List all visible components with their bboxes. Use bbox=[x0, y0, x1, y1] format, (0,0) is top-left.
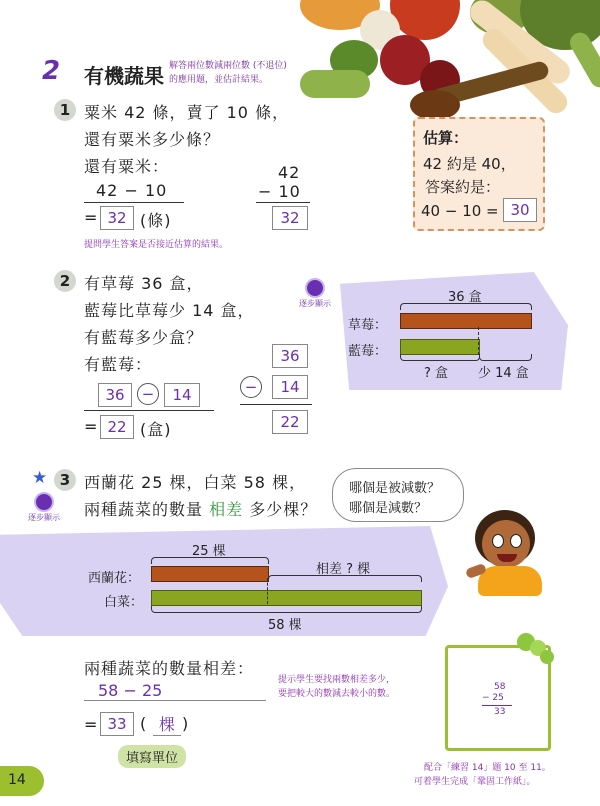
section-subtitle-1: 解答兩位數減兩位數 (不退位) bbox=[169, 61, 287, 71]
footer-note-2: 可着學生完成「鞏固工作紙」。 bbox=[414, 777, 536, 787]
section-title: 有機蔬果 bbox=[84, 64, 164, 88]
q3-teacher-note-2: 要把較大的數減去較小的數。 bbox=[278, 689, 396, 699]
q1-expression: 42 − 10 bbox=[96, 181, 168, 200]
bubble-line1: 哪個是被減數？ bbox=[349, 481, 441, 496]
q2-diagram-dashed-line bbox=[478, 327, 479, 355]
q2-vertical-line bbox=[240, 404, 312, 405]
question-number-3: 3 bbox=[54, 469, 76, 491]
question-number-1: 1 bbox=[54, 99, 76, 121]
q2-box-subtrahend[interactable]: 14 bbox=[164, 383, 200, 407]
q1-vertical-subtrahend: − 10 bbox=[258, 182, 301, 201]
q3-expression-underline bbox=[84, 700, 266, 701]
q2-vertical-operator[interactable]: − bbox=[240, 376, 262, 398]
q3-line1: 西蘭花 25 棵，白菜 58 棵， bbox=[84, 473, 307, 492]
q2-line3: 有藍莓多少盒？ bbox=[84, 328, 204, 347]
q1-line2: 還有粟米多少條？ bbox=[84, 130, 221, 149]
q3-teacher-note-1: 提示學生要找兩數相差多少， bbox=[278, 675, 396, 685]
q2-operator[interactable]: − bbox=[137, 383, 159, 405]
q2-diagram-row1-label: 草莓： bbox=[348, 318, 388, 333]
q1-vertical-line bbox=[256, 202, 310, 203]
question-number-2: 2 bbox=[54, 270, 76, 292]
estimate-panel bbox=[413, 117, 545, 231]
worksheet-answer: 33 bbox=[494, 707, 506, 717]
q3-equals: = bbox=[84, 715, 99, 734]
bubble-line2: 哪個是減數？ bbox=[349, 501, 428, 516]
q2-diagram-bottom-left-label: ? 盒 bbox=[424, 366, 449, 381]
q3-line3: 兩種蔬菜的數量相差： bbox=[84, 659, 255, 678]
q3-diagram-diff-label: 相差 ? 棵 bbox=[316, 562, 371, 577]
q2-line2: 藍莓比草莓少 14 盒， bbox=[84, 301, 255, 320]
worksheet-panel bbox=[445, 645, 551, 751]
section-number: 2 bbox=[42, 56, 61, 86]
q1-teacher-note: 提問學生答案是否接近估算的結果。 bbox=[84, 240, 229, 250]
q2-equals: = bbox=[84, 417, 99, 436]
worksheet-top: 58 bbox=[494, 682, 506, 692]
q3-diagram-dashed-line bbox=[267, 578, 268, 604]
q2-diagram-top-brace bbox=[400, 303, 532, 310]
q3-unit-tip: 填寫單位 bbox=[118, 745, 186, 768]
step-display-icon bbox=[305, 278, 325, 298]
page-number: 14 bbox=[8, 772, 26, 788]
blueberry-bar bbox=[400, 339, 480, 355]
q2-diagram-top-label: 36 盒 bbox=[448, 290, 482, 305]
q2-diagram-bottom-right-label: 少 14 盒 bbox=[478, 366, 529, 381]
worksheet-line bbox=[482, 705, 512, 706]
q3-diagram-bottom-label: 58 棵 bbox=[268, 618, 302, 633]
q2-expression-underline bbox=[84, 410, 214, 411]
q3-unit-open: ( bbox=[140, 714, 148, 733]
q1-line3: 還有粟米： bbox=[84, 157, 170, 176]
q1-vertical-answer-box[interactable]: 32 bbox=[272, 206, 308, 230]
q3-diagram-row2-label: 白菜： bbox=[104, 595, 144, 610]
q1-expression-underline bbox=[84, 202, 184, 203]
q2-unit: (盒) bbox=[140, 420, 172, 439]
cabbage-bar bbox=[151, 590, 422, 606]
q3-unit[interactable]: 棵 bbox=[153, 712, 181, 736]
q2-diagram-bottom-brace-right bbox=[479, 354, 532, 361]
estimate-line1: 42 約是 40， bbox=[423, 155, 516, 173]
estimate-title: 估算： bbox=[423, 129, 469, 147]
q3-keyword-difference: 相差 bbox=[209, 500, 244, 519]
q3-diagram-row1-label: 西蘭花： bbox=[88, 571, 141, 586]
q2-diagram-bottom-brace-left bbox=[400, 354, 480, 361]
speech-bubble bbox=[332, 468, 464, 522]
section-subtitle-2: 的應用題，並估計結果。 bbox=[169, 75, 269, 85]
q1-equals: = bbox=[84, 208, 99, 227]
q3-expression[interactable]: 58 − 25 bbox=[98, 681, 163, 700]
q3-step-label: 逐步顯示 bbox=[28, 513, 60, 522]
broccoli-bar bbox=[151, 566, 269, 582]
q2-step-button[interactable] bbox=[293, 278, 337, 309]
q2-answer-box[interactable]: 22 bbox=[100, 415, 134, 439]
q3-diagram-top-brace bbox=[151, 557, 269, 564]
worksheet-sub: − 25 bbox=[482, 693, 504, 703]
q2-vertical-top-box[interactable]: 36 bbox=[272, 344, 308, 368]
q3-line2-part-c: 多少棵？ bbox=[249, 500, 318, 519]
q2-line1: 有草莓 36 盒， bbox=[84, 274, 204, 293]
q1-line1: 粟米 42 條，賣了 10 條， bbox=[84, 103, 290, 122]
footer-note-1: 配合「練習 14」題 10 至 11。 bbox=[424, 763, 551, 773]
page-number-tab bbox=[0, 766, 44, 796]
estimate-line3: 40 − 10 = bbox=[421, 202, 499, 220]
q3-step-button[interactable] bbox=[22, 492, 66, 523]
q1-unit: (條) bbox=[140, 211, 172, 230]
estimate-line2: 答案約是： bbox=[425, 178, 501, 196]
q3-unit-close: ) bbox=[182, 714, 190, 733]
star-icon: ★ bbox=[32, 468, 48, 488]
q3-line2-part-a: 兩種蔬菜的數量 bbox=[84, 500, 204, 519]
step-display-icon bbox=[34, 492, 54, 512]
q3-line2 bbox=[84, 497, 317, 520]
q2-diagram-row2-label: 藍莓： bbox=[348, 344, 388, 359]
q2-step-label: 逐步顯示 bbox=[299, 299, 331, 308]
estimate-answer-box[interactable]: 30 bbox=[503, 198, 537, 222]
q3-diagram-top-label: 25 棵 bbox=[192, 544, 226, 559]
q1-vertical-top: 42 bbox=[278, 163, 301, 182]
q2-vertical-subtrahend-box[interactable]: 14 bbox=[272, 375, 308, 399]
q2-vertical-answer-box[interactable]: 22 bbox=[272, 410, 308, 434]
q2-box-minuend[interactable]: 36 bbox=[98, 383, 132, 407]
q3-diagram-bottom-brace bbox=[151, 606, 422, 613]
q3-answer-box[interactable]: 33 bbox=[100, 712, 134, 736]
q1-answer-box[interactable]: 32 bbox=[100, 206, 134, 230]
q2-line4: 有藍莓： bbox=[84, 355, 153, 374]
strawberry-bar bbox=[400, 313, 532, 329]
